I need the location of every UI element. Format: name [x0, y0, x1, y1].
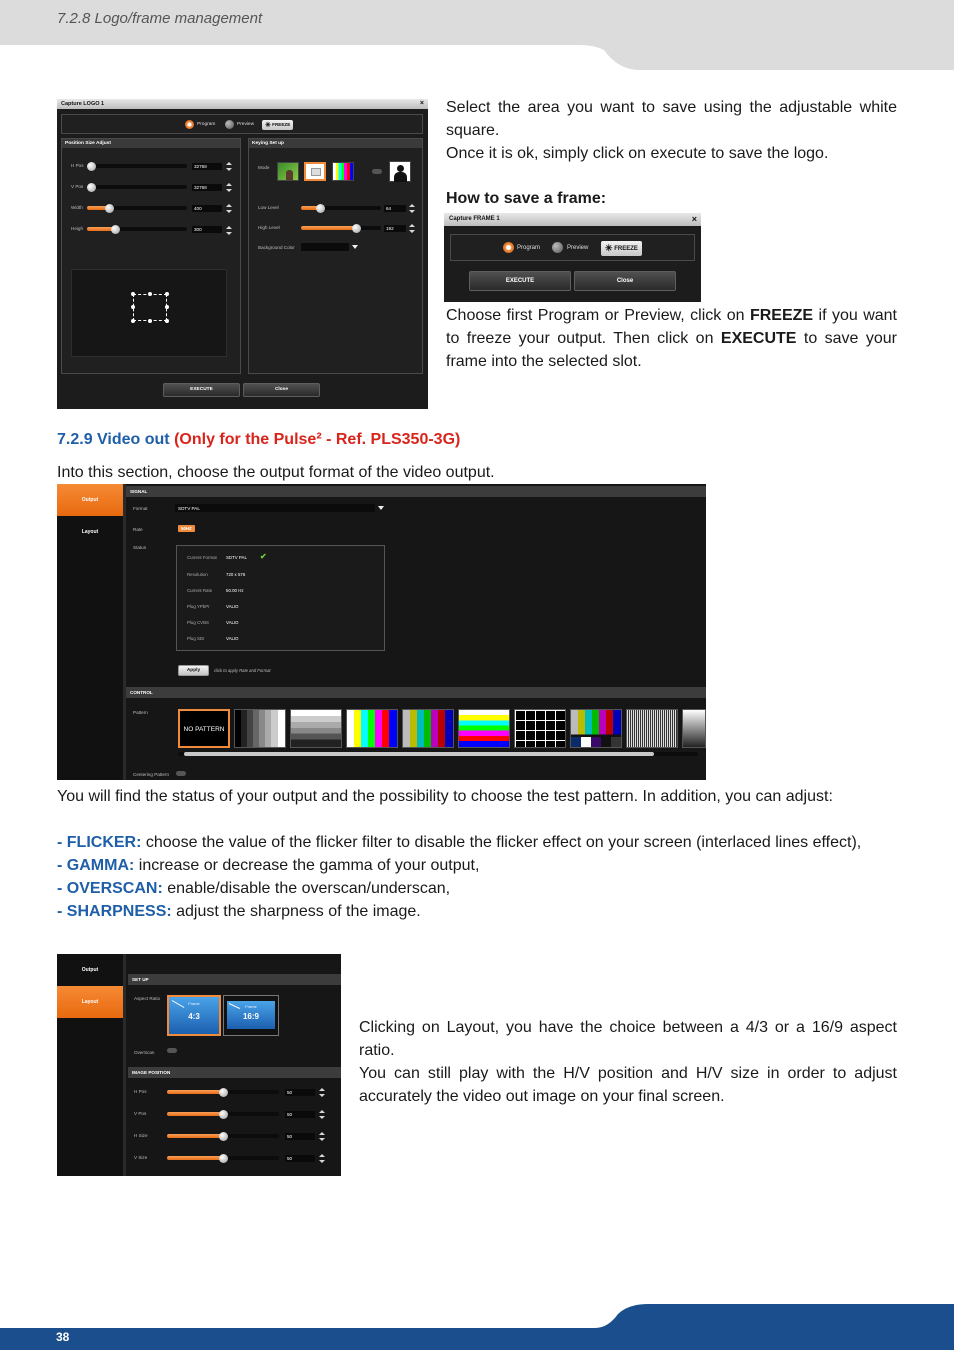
- ratio-4-3-name: Frame: [188, 1001, 200, 1006]
- hpos-value[interactable]: 32768: [192, 163, 222, 170]
- mode-luma-thumb[interactable]: [304, 162, 326, 181]
- pattern-label: Pattern: [133, 710, 148, 715]
- list-dash: -: [57, 880, 67, 897]
- high-level-value[interactable]: 192: [384, 225, 406, 232]
- status-value: 50.00 Hz: [226, 588, 244, 593]
- no-pattern-label: NO PATTERN: [183, 726, 225, 733]
- mode-chroma-thumb[interactable]: [277, 162, 299, 181]
- height-label: Heigh: [71, 226, 84, 231]
- vsize-value[interactable]: 50: [285, 1155, 315, 1162]
- centering-pattern-toggle[interactable]: [176, 771, 186, 776]
- pattern-gray-horizontal[interactable]: [290, 709, 342, 748]
- format-select[interactable]: [175, 504, 375, 512]
- header-section-title: 7.2.8 Logo/frame management: [57, 10, 263, 27]
- high-level-label: High Level: [258, 225, 280, 230]
- capture-frame-screenshot: [444, 213, 701, 302]
- freeze-label: FREEZE: [614, 246, 638, 252]
- high-level-stepper[interactable]: [409, 224, 415, 233]
- signal-header: SIGNAL: [126, 486, 706, 497]
- background-color-label: Background Color: [258, 245, 295, 250]
- preview-area: [71, 269, 227, 357]
- vpos-slider-knob[interactable]: [219, 1110, 228, 1119]
- mode-pattern-thumb[interactable]: [332, 162, 354, 181]
- preview-label: Preview: [237, 122, 255, 127]
- position-size-panel-title: Position Size Adjust: [62, 139, 240, 148]
- rate-value[interactable]: 50HZ: [178, 525, 195, 532]
- hsize-stepper[interactable]: [319, 1132, 325, 1141]
- adjust-intro: You will find the status of your output and the possibility to choose the test pattern. In addition, you can adjust:: [57, 788, 833, 805]
- low-level-value[interactable]: 64: [384, 205, 406, 212]
- execute-button[interactable]: [469, 271, 571, 291]
- mode-label: Mode: [258, 165, 270, 170]
- output-screenshot: [57, 484, 706, 780]
- page-number: 38: [56, 1330, 70, 1344]
- overscan-term: OVERSCAN:: [66, 880, 163, 897]
- frame-source-panel: [450, 234, 695, 261]
- flicker-desc: choose the value of the flicker filter to disable the flicker effect on your screen (interlaced lines effect),: [141, 834, 862, 851]
- format-label: Format: [133, 506, 148, 511]
- output-nav: [57, 484, 123, 780]
- low-level-label: Low Level: [258, 205, 279, 210]
- pattern-grid[interactable]: [514, 709, 566, 748]
- pattern-color-bars-vertical[interactable]: [402, 709, 454, 748]
- layout-screenshot: [57, 954, 341, 1176]
- width-slider-knob[interactable]: [105, 204, 114, 213]
- freeze-label: FREEZE: [272, 122, 291, 127]
- vsize-stepper[interactable]: [319, 1154, 325, 1163]
- logo-instructions-p1: Select the area you want to save using the adjustable white square.: [446, 99, 897, 139]
- vpos-label: V Pos: [71, 184, 84, 189]
- layout-instructions-p2: You can still play with the H/V position and H/V size in order to adjust accurately the video out image on your final screen.: [359, 1065, 897, 1105]
- hsize-slider-fill: [167, 1134, 223, 1138]
- gamma-desc: increase or decrease the gamma of your output,: [134, 857, 480, 874]
- hpos-slider-knob[interactable]: [219, 1088, 228, 1097]
- height-slider-knob[interactable]: [111, 225, 120, 234]
- adjust-item-gamma: [57, 854, 897, 877]
- frame-instructions-part1: Choose first Program or Preview, click on: [446, 307, 750, 324]
- height-stepper[interactable]: [226, 226, 232, 235]
- status-key: Current Rate: [187, 588, 213, 593]
- video-out-heading: [57, 428, 460, 451]
- apply-button[interactable]: [178, 665, 209, 676]
- program-radio[interactable]: [503, 242, 514, 253]
- control-header: CONTROL: [126, 687, 706, 698]
- nav-output[interactable]: Output: [81, 967, 99, 973]
- freeze-button[interactable]: [262, 120, 293, 130]
- position-size-panel: [61, 138, 241, 374]
- adjust-item-flicker: [57, 831, 897, 854]
- gamma-term: GAMMA:: [66, 857, 135, 874]
- pattern-color-bars[interactable]: [346, 709, 398, 748]
- sharpness-desc: adjust the sharpness of the image.: [171, 903, 421, 920]
- program-label: Program: [197, 122, 216, 127]
- adjustable-selection-square[interactable]: [133, 294, 167, 321]
- height-value[interactable]: 300: [192, 226, 222, 233]
- pattern-horizontal-bars[interactable]: [458, 709, 510, 748]
- hpos-value[interactable]: 50: [285, 1089, 315, 1096]
- source-panel: [61, 114, 423, 134]
- close-icon[interactable]: ×: [419, 100, 424, 107]
- capture-logo-screenshot: [57, 99, 428, 409]
- vpos-slider[interactable]: [87, 185, 187, 189]
- capture-logo-titlebar: [57, 99, 428, 109]
- vpos-value[interactable]: 50: [285, 1111, 315, 1118]
- vsize-slider-fill: [167, 1156, 223, 1160]
- snowflake-icon: ✳: [265, 122, 271, 129]
- layout-instructions-p1: Clicking on Layout, you have the choice between a 4/3 or a 16/9 aspect ratio.: [359, 1019, 897, 1059]
- execute-label: EXECUTE: [190, 387, 213, 392]
- hsize-label: H Size: [134, 1133, 148, 1138]
- aspect-ratio-label: Aspect Ratio: [134, 996, 161, 1001]
- ratio-4-3-value: 4:3: [188, 1012, 200, 1021]
- capture-frame-title: Capture FRAME 1: [449, 216, 500, 222]
- sharpness-term: SHARPNESS:: [66, 903, 172, 920]
- check-icon: ✔: [260, 552, 267, 561]
- freeze-button[interactable]: [601, 241, 642, 256]
- preview-label: Preview: [567, 245, 589, 251]
- mode-toggle[interactable]: [372, 169, 382, 174]
- adjust-list: [57, 831, 897, 923]
- output-divider: [123, 484, 126, 780]
- ratio-16-9-name: Frame: [245, 1004, 257, 1009]
- overscan-label: OverScan: [134, 1050, 155, 1055]
- width-label: Width: [71, 205, 83, 210]
- status-label: Status: [133, 545, 147, 550]
- apply-hint: click to apply Rate and Format: [214, 668, 271, 673]
- format-value: SDTV PAL: [178, 505, 200, 511]
- aspect-ratio-16-9[interactable]: [223, 995, 279, 1036]
- hpos-slider[interactable]: [87, 164, 187, 168]
- adjust-item-sharpness: [57, 900, 897, 923]
- vpos-slider-fill: [167, 1112, 223, 1116]
- high-level-slider-knob[interactable]: [352, 224, 361, 233]
- status-value: VALID: [226, 636, 239, 641]
- status-value: VALID: [226, 620, 239, 625]
- close-button[interactable]: [574, 271, 676, 291]
- layout-nav: [57, 954, 123, 1176]
- high-level-slider-fill: [301, 226, 357, 230]
- nav-layout[interactable]: Layout: [57, 986, 123, 1018]
- freeze-keyword: FREEZE: [749, 307, 814, 324]
- vpos-stepper[interactable]: [319, 1110, 325, 1119]
- hpos-label: H Pos: [134, 1089, 147, 1094]
- snowflake-icon: ✳: [605, 243, 613, 253]
- pattern-multiburst[interactable]: [626, 709, 678, 748]
- width-value[interactable]: 400: [192, 205, 222, 212]
- flicker-term: FLICKER:: [66, 834, 142, 851]
- chevron-down-icon: [378, 506, 384, 510]
- centering-pattern-label: Centering Pattern: [133, 772, 170, 777]
- status-value: SDTV PAL: [226, 555, 247, 560]
- status-key: Plug YPbPr: [187, 604, 210, 609]
- status-key: Resolution: [187, 572, 208, 577]
- frame-instructions-part2: if you want to freeze your output. Then click on: [446, 307, 897, 347]
- frame-instructions: [446, 304, 897, 373]
- width-stepper[interactable]: [226, 204, 232, 213]
- pattern-smpte[interactable]: [570, 709, 622, 748]
- pattern-scrollbar-thumb[interactable]: [184, 752, 654, 756]
- background-color-select[interactable]: [301, 243, 349, 251]
- status-box: [176, 545, 385, 651]
- video-out-heading-note: (Only for the Pulse² - Ref. PLS350-3G): [174, 431, 461, 448]
- status-key: Current Format: [187, 555, 217, 560]
- program-label: Program: [517, 245, 541, 251]
- hpos-label: H Pos: [71, 163, 84, 168]
- list-dash: -: [57, 857, 67, 874]
- program-radio[interactable]: [185, 120, 194, 129]
- pattern-no-pattern[interactable]: [178, 709, 230, 748]
- nav-layout[interactable]: Layout: [81, 529, 99, 535]
- pattern-gray-steps[interactable]: [234, 709, 286, 748]
- nav-output[interactable]: Output: [57, 484, 123, 516]
- hpos-stepper[interactable]: [319, 1088, 325, 1097]
- image-position-header: IMAGE POSITION: [128, 1067, 341, 1078]
- execute-keyword: EXECUTE: [720, 330, 797, 347]
- vpos-value[interactable]: 32768: [192, 184, 222, 191]
- hsize-value[interactable]: 50: [285, 1133, 315, 1140]
- aspect-ratio-4-3[interactable]: [167, 995, 221, 1036]
- adjust-item-overscan: [57, 877, 897, 900]
- vpos-slider-knob[interactable]: [87, 183, 96, 192]
- video-out-heading-number: 7.2.9 Video out: [57, 431, 175, 448]
- logo-instructions: [446, 96, 897, 165]
- status-value: VALID: [226, 604, 239, 609]
- logo-instructions-p2: Once it is ok, simply click on execute to save the logo.: [446, 145, 829, 162]
- setup-header: SET UP: [128, 974, 341, 985]
- vpos-label: V Pos: [134, 1111, 147, 1116]
- chevron-down-icon: [352, 245, 358, 249]
- footer-band: [0, 1300, 954, 1350]
- status-value: 720 x 576: [226, 572, 246, 577]
- mode-person-thumb[interactable]: [389, 161, 411, 182]
- rate-label: Rate: [133, 527, 143, 532]
- keying-setup-panel-title: Keying Set up: [249, 139, 422, 148]
- execute-label: EXECUTE: [505, 278, 535, 284]
- overscan-toggle[interactable]: [167, 1048, 177, 1053]
- hpos-slider-fill: [167, 1090, 223, 1094]
- layout-divider: [123, 954, 126, 1176]
- hpos-slider-knob[interactable]: [87, 162, 96, 171]
- ratio-16-9-value: 16:9: [242, 1012, 259, 1021]
- vsize-slider-knob[interactable]: [219, 1154, 228, 1163]
- close-label: Close: [274, 387, 289, 392]
- keying-setup-panel: [248, 138, 423, 374]
- overscan-desc: enable/disable the overscan/underscan,: [162, 880, 451, 897]
- status-key: Plug SDI: [187, 636, 205, 641]
- low-level-stepper[interactable]: [409, 204, 415, 213]
- frame-instructions-part3: to save your frame into the selected slot.: [446, 330, 897, 370]
- capture-logo-title: Capture LOGO 1: [61, 101, 105, 107]
- status-key: Plug CVBS: [187, 620, 209, 625]
- low-level-slider-knob[interactable]: [316, 204, 325, 213]
- close-icon[interactable]: ×: [691, 214, 697, 224]
- preview-radio[interactable]: [225, 120, 234, 129]
- layout-instructions: [359, 1016, 897, 1108]
- list-dash: -: [57, 834, 67, 851]
- apply-label: Apply: [186, 668, 201, 673]
- capture-frame-titlebar: [444, 213, 701, 226]
- preview-radio[interactable]: [552, 242, 563, 253]
- video-out-intro: Into this section, choose the output format of the video output.: [57, 464, 495, 481]
- vsize-label: V Size: [134, 1155, 148, 1160]
- hsize-slider-knob[interactable]: [219, 1132, 228, 1141]
- list-dash: -: [57, 903, 67, 920]
- how-to-save-frame-title: How to save a frame:: [446, 190, 607, 207]
- vpos-stepper[interactable]: [226, 183, 232, 192]
- execute-button[interactable]: [163, 383, 240, 397]
- hpos-stepper[interactable]: [226, 162, 232, 171]
- close-button[interactable]: [243, 383, 320, 397]
- pattern-gray-ramp[interactable]: [682, 709, 706, 748]
- close-label: Close: [616, 278, 634, 284]
